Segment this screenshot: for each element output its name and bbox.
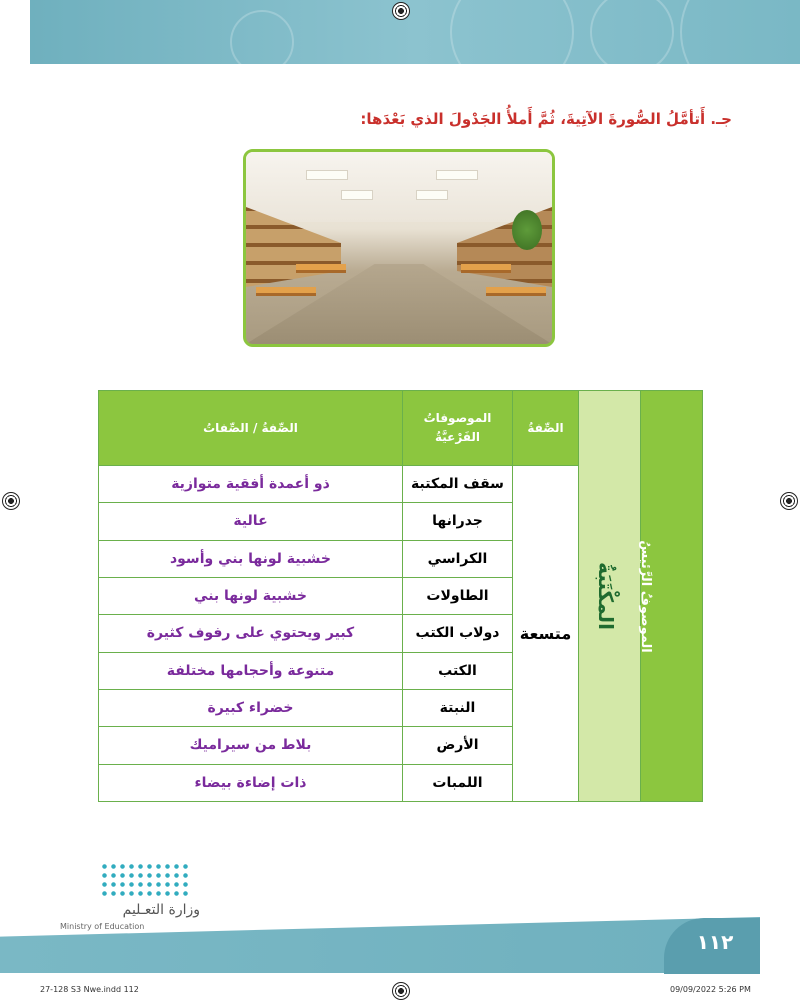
photo-table <box>256 287 316 296</box>
main-noun-header <box>638 391 703 802</box>
photo-plant <box>512 210 542 250</box>
photo-light <box>416 190 448 200</box>
registration-mark-top <box>392 2 410 20</box>
sub-noun-cell: دولاب الكتب <box>403 615 513 652</box>
logo-arabic-text: وزارة التعـليم <box>122 902 200 918</box>
main-noun-value: المكْتَبَةُ <box>594 562 619 630</box>
sub-noun-cell: النبتة <box>403 689 513 726</box>
main-noun-header-label: الموصوفُ الرَّئيسُ <box>638 539 654 653</box>
photo-ceiling <box>246 152 552 222</box>
photo-table <box>461 264 511 273</box>
attribute-cell: خشبية لونها بني <box>99 577 403 614</box>
print-slug-right: 09/09/2022 5:26 PM <box>670 985 751 994</box>
description-table <box>98 390 703 802</box>
sub-noun-cell: الأرض <box>403 727 513 764</box>
attribute-cell: كبير ويحتوي على رفوف كثيرة <box>99 615 403 652</box>
sub-noun-cell: الكراسي <box>403 540 513 577</box>
sub-noun-cell: الطاولات <box>403 577 513 614</box>
print-slug-left: 27-128 S3 Nwe.indd 112 <box>40 985 139 994</box>
main-adjective-cell: متسعة <box>513 466 579 802</box>
top-banner <box>30 0 800 64</box>
sub-noun-cell: الكتب <box>403 652 513 689</box>
photo-light <box>306 170 348 180</box>
photo-light <box>341 190 373 200</box>
sub-noun-cell: سقف المكتبة <box>403 466 513 503</box>
instruction-text: جـ. أَتأمَّلُ الصُّورةَ الآتِيةَ، ثُمَّ أَملأُ الجَدْولَ الذي بَعْدَها: <box>360 110 732 128</box>
ministry-logo <box>60 860 210 940</box>
attributes-header: الصِّفةُ / الصِّفاتُ <box>99 391 403 466</box>
library-photo <box>243 149 555 347</box>
attribute-cell: ذات إضاءة بيضاء <box>99 764 403 801</box>
registration-mark-right <box>780 492 798 510</box>
sub-noun-cell: جدرانها <box>403 503 513 540</box>
page-number: ١١٢ <box>696 930 734 954</box>
sub-nouns-header: الموصوفاتُ الفَرْعيَّةُ <box>403 391 513 466</box>
logo-english-text: Ministry of Education <box>60 922 145 931</box>
adjective-header: الصِّفةُ <box>513 391 579 466</box>
photo-light <box>436 170 478 180</box>
attribute-cell: متنوعة وأحجامها مختلفة <box>99 652 403 689</box>
main-noun-cell <box>579 391 641 802</box>
logo-dots-icon <box>100 862 190 898</box>
photo-table <box>486 287 546 296</box>
attribute-cell: بلاط من سيراميك <box>99 727 403 764</box>
sub-noun-cell: اللمبات <box>403 764 513 801</box>
attribute-cell: ذو أعمدة أفقية متوازية <box>99 466 403 503</box>
photo-table <box>296 264 346 273</box>
attribute-cell: خشبية لونها بني وأسود <box>99 540 403 577</box>
attribute-cell: عالية <box>99 503 403 540</box>
attribute-cell: خضراء كبيرة <box>99 689 403 726</box>
registration-mark-bottom <box>392 982 410 1000</box>
registration-mark-left <box>2 492 20 510</box>
